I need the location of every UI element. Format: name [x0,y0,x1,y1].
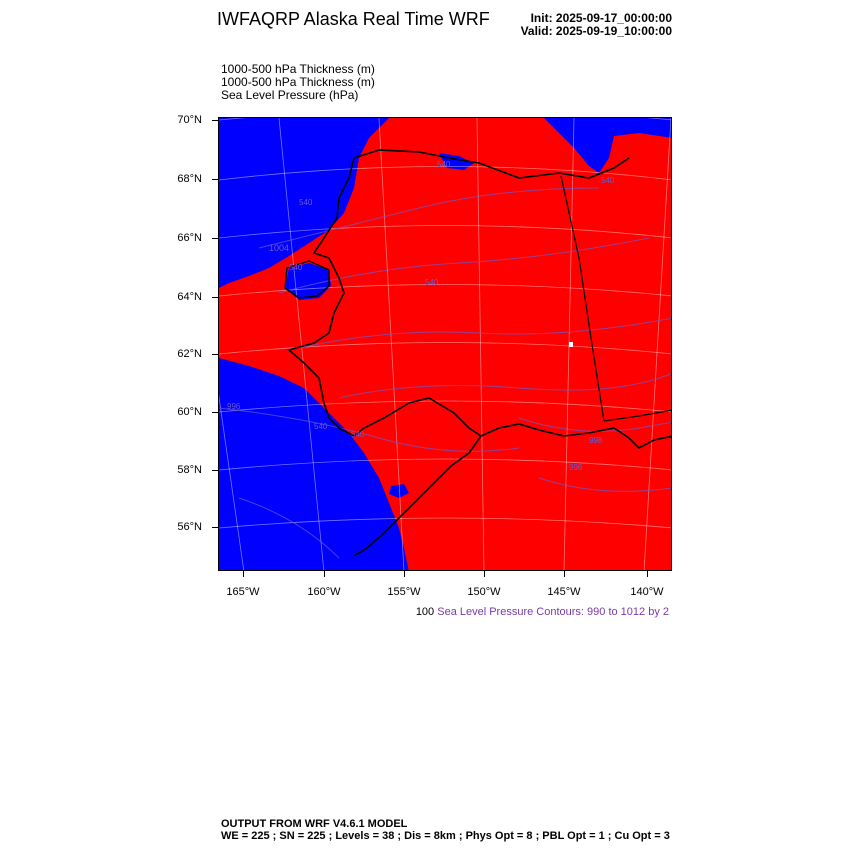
marker-square [569,342,573,347]
footer-line: WE = 225 ; SN = 225 ; Levels = 38 ; Dis = 8km ; Phys Opt = 8 ; PBL Opt = 1 ; Cu Opt = 3 [221,830,670,842]
contour-label: 540 [289,263,303,272]
contour-note-text: Sea Level Pressure Contours: 990 to 1012 by 2 [437,606,669,618]
lon-tick [647,571,648,577]
lat-label: 58°N [177,464,202,476]
lat-tick [212,238,218,239]
lat-tick [212,527,218,528]
field-label: 1000-500 hPa Thickness (m) [221,62,375,76]
run-times [521,12,672,38]
contour-label: 540 [425,278,439,287]
contour-label: 996 [569,463,583,472]
lat-tick [212,297,218,298]
contour-label: 540 [437,160,451,169]
lat-label: 68°N [177,173,202,185]
lon-label: 160°W [307,586,341,598]
map-canvas [219,118,672,571]
contour-label: 998 [589,436,603,445]
contour-note [416,606,669,618]
lon-label: 145°W [547,586,581,598]
lat-tick [212,120,218,121]
lat-tick [212,354,218,355]
field-label: Sea Level Pressure (hPa) [221,88,359,102]
lon-label: 165°W [226,586,260,598]
field-list [221,63,375,102]
contour-label: 540 [314,422,328,431]
lon-tick [324,571,325,577]
map-panel [218,117,672,571]
lon-tick [564,571,565,577]
contour-note-prefix: 100 [415,606,435,618]
lat-tick [212,412,218,413]
lat-label: 56°N [177,521,202,533]
contour-label: 996 [227,402,241,411]
lon-label: 155°W [387,586,421,598]
lon-label: 150°W [467,586,501,598]
field-label: 1000-500 hPa Thickness (m) [221,75,375,89]
contour-label: 540 [601,176,615,185]
lon-tick [243,571,244,577]
lat-label: 64°N [177,291,202,303]
lat-tick [212,179,218,180]
lon-tick [484,571,485,577]
footer-line: OUTPUT FROM WRF V4.6.1 MODEL [221,818,408,830]
lat-tick [212,470,218,471]
lat-label: 62°N [177,348,202,360]
map-title: IWFAQRP Alaska Real Time WRF [217,9,490,29]
init-time: Init: 2025-09-17_00:00:00 [530,11,672,25]
model-footer [221,818,670,842]
lat-label: 60°N [177,406,202,418]
lon-label: 140°W [630,586,664,598]
lon-tick [404,571,405,577]
valid-time: Valid: 2025-09-19_10:00:00 [520,24,672,38]
contour-label: 540 [299,198,313,207]
contour-label: 540 [351,430,365,439]
contour-label: 1004 [269,243,290,253]
lat-label: 70°N [177,114,202,126]
lat-label: 66°N [177,232,202,244]
